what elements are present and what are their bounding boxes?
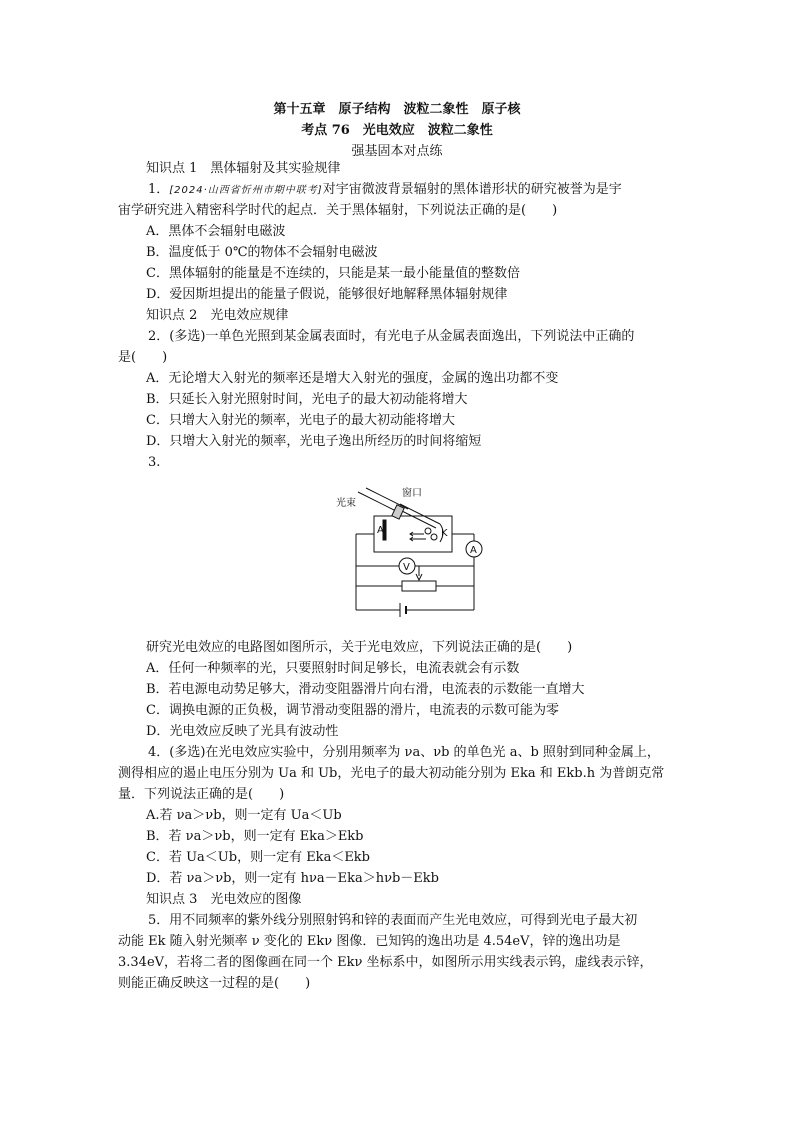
- question-1-option-c: C．黑体辐射的能量是不连续的，只能是某一最小能量值的整数倍: [146, 266, 520, 281]
- section-subtitle: 强基固本对点练: [351, 144, 443, 159]
- question-1-option-d: D．爱因斯坦提出的能量子假说，能够很好地解释黑体辐射规律: [146, 287, 508, 302]
- question-3-option-a: A．任何一种频率的光，只要照射时间足够长，电流表就会有示数: [146, 661, 520, 676]
- electron-1: [425, 528, 431, 534]
- question-2-stem-cont: 是( ): [118, 350, 168, 365]
- knowledge-point-3-title: 知识点 3 光电效应的图像: [146, 892, 302, 907]
- question-1-source: [2024·山西省忻州市期中联考]: [169, 185, 323, 196]
- question-5-stem-cont-3: 则能正确反映这一过程的是( ): [118, 976, 311, 991]
- window-label: 窗口: [402, 488, 422, 499]
- beam-label: 光束: [336, 498, 356, 509]
- photoelectric-circuit-figure: [336, 484, 488, 624]
- question-5-stem-cont-2: 3.34eV，若将二者的图像画在同一个 Ekν 坐标系中，如图所示用实线表示钨，虚线表示锌，: [118, 955, 653, 970]
- question-4-option-c: C．若 Ua＜Ub，则一定有 Eka＜Ekb: [146, 850, 371, 865]
- question-4-option-b: B．若 νa＞νb，则一定有 Eka＞Ekb: [146, 829, 364, 844]
- topic-title: 考点 76 光电效应 波粒二象性: [301, 123, 493, 138]
- question-4-stem-cont-2: 量．下列说法正确的是( ): [118, 787, 285, 802]
- question-2-option-a: A．无论增大入射光的频率还是增大入射光的强度，金属的逸出功都不变: [146, 371, 559, 386]
- question-3-option-d: D．光电效应反映了光具有波动性: [146, 724, 339, 739]
- question-1-option-a: A．黑体不会辐射电磁波: [146, 224, 286, 239]
- question-1-stem-text: 对宇宙微波背景辐射的黑体谱形状的研究被誉为是宇: [322, 182, 622, 197]
- question-5-stem-cont-1: 动能 Ek 随入射光频率 ν 变化的 Ekν 图像．已知钨的逸出功是 4.54eV，锌的逸出功是: [118, 934, 621, 949]
- circuit-diagram: [336, 484, 488, 624]
- question-2-option-c: C．只增大入射光的频率，光电子的最大初动能将增大: [146, 413, 455, 428]
- question-4-stem-cont-1: 测得相应的遏止电压分别为 Ua 和 Ub，光电子的最大初动能分别为 Eka 和 Ekb.h 为普朗克常: [118, 766, 665, 781]
- question-2-stem: 2．(多选)一单色光照到某金属表面时，有光电子从金属表面逸出，下列说法中正确的: [148, 329, 635, 344]
- question-5-stem: 5．用不同频率的紫外线分别照射钨和锌的表面而产生光电效应，可得到光电子最大初: [148, 913, 638, 928]
- knowledge-point-1-title: 知识点 1 黑体辐射及其实验规律: [146, 161, 341, 176]
- chapter-title: 第十五章 原子结构 波粒二象性 原子核: [273, 102, 521, 117]
- electron-2: [431, 534, 437, 540]
- question-1-stem: [148, 181, 622, 200]
- question-3-option-b: B．若电源电动势足够大，滑动变阻器滑片向右滑，电流表的示数能一直增大: [146, 682, 585, 697]
- voltmeter-label: V: [403, 562, 410, 573]
- question-3-option-c: C．调换电源的正负极，调节滑动变阻器的滑片，电流表的示数可能为零: [146, 703, 559, 718]
- question-3-stem: 研究光电效应的电路图如图所示，关于光电效应，下列说法正确的是( ): [146, 640, 573, 655]
- question-2-option-b: B．只延长入射光照射时间，光电子的最大初动能将增大: [146, 392, 468, 407]
- question-1-stem-cont: 宙学研究进入精密科学时代的起点．关于黑体辐射，下列说法正确的是( ): [118, 203, 558, 218]
- question-3-number: 3.: [148, 455, 161, 470]
- question-2-option-d: D．只增大入射光的频率，光电子逸出所经历的时间将缩短: [146, 434, 482, 449]
- window-glass: [392, 505, 404, 519]
- question-4-option-d: D．若 νa＞νb，则一定有 hνa－Eka＞hνb－Ekb: [146, 871, 439, 886]
- knowledge-point-2-title: 知识点 2 光电效应规律: [146, 308, 289, 323]
- rheostat: [402, 581, 436, 591]
- ammeter-label: A: [470, 545, 477, 556]
- light-beam-line-4: [400, 504, 440, 524]
- question-4-stem: 4．(多选)在光电效应实验中，分别用频率为 νa、νb 的单色光 a、b 照射到同种金属上，: [148, 745, 660, 760]
- cathode-label: K: [441, 528, 448, 539]
- anode-label: A: [377, 525, 384, 536]
- question-4-option-a: A.若 νa＞νb，则一定有 Ua＜Ub: [146, 808, 342, 823]
- question-1-number: 1．: [148, 182, 170, 197]
- question-1-option-b: B．温度低于 0℃的物体不会辐射电磁波: [146, 245, 378, 260]
